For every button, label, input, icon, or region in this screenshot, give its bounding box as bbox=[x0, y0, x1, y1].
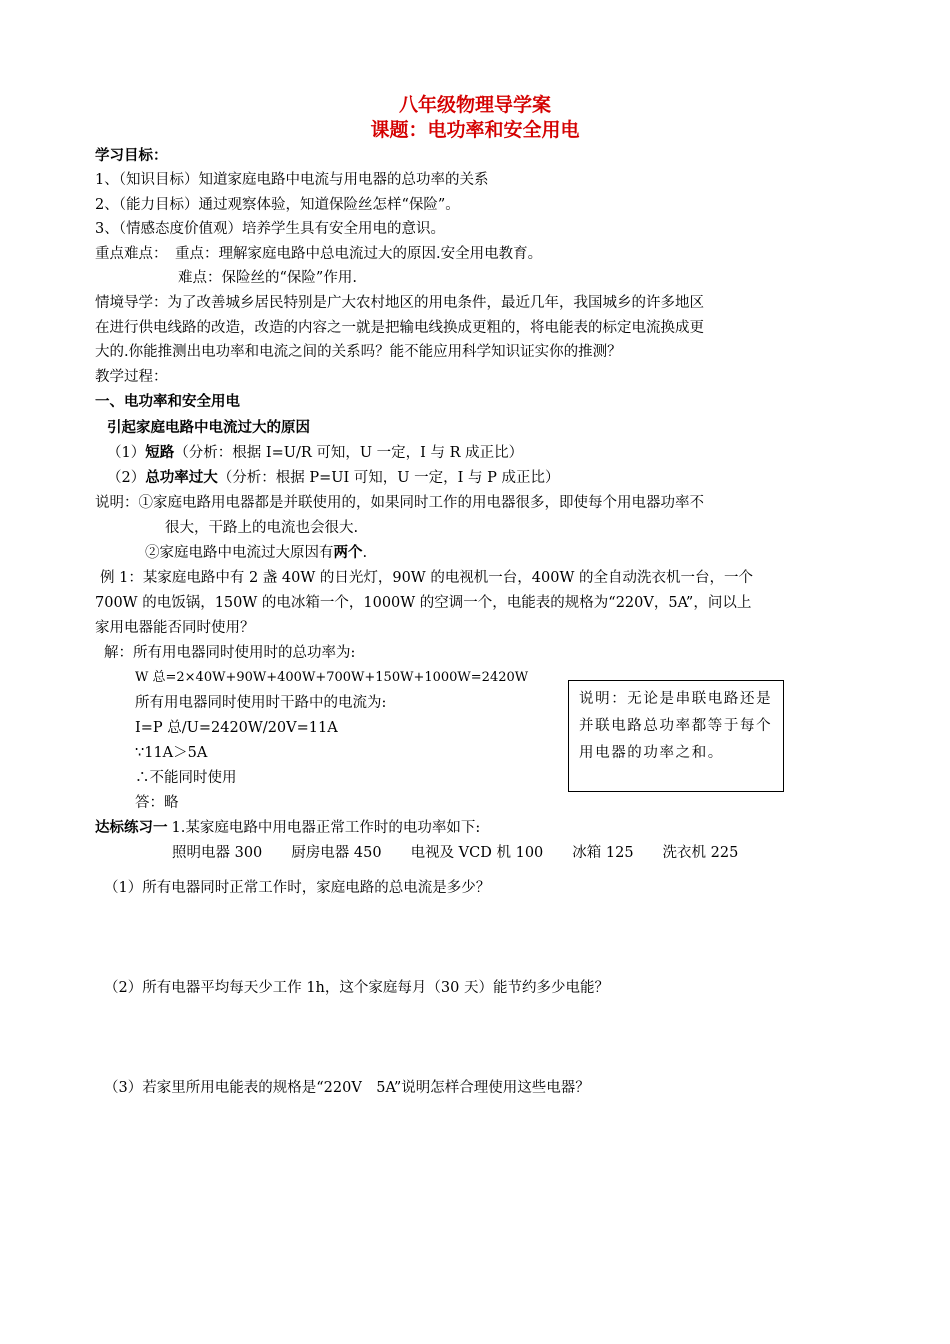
objective-item: 3、（情感态度价值观）培养学生具有安全用电的意识。 bbox=[95, 221, 445, 237]
practice-label: 达标练习一 bbox=[95, 820, 168, 836]
difficulty-point: 难点：保险丝的“保险”作用. bbox=[178, 270, 357, 286]
cause-number: （2） bbox=[107, 470, 146, 486]
scenario-text: 在进行供电线路的改造，改造的内容之一就是把输电线换成更粗的，将电能表的标定电流换成更 bbox=[95, 320, 704, 336]
section-subheading: 引起家庭电路中电流过大的原因 bbox=[107, 420, 310, 436]
solution-line: 所有用电器同时使用时干路中的电流为: bbox=[135, 695, 387, 711]
process-label: 教学过程： bbox=[95, 369, 168, 385]
section-heading: 一、电功率和安全用电 bbox=[95, 394, 240, 410]
cause-item-overload bbox=[107, 468, 559, 488]
solution-formula: W 总=2×40W+90W+400W+700W+150W+1000W=2420W bbox=[135, 670, 529, 685]
practice-question: （1）所有电器同时正常工作时，家庭电路的总电流是多少？ bbox=[104, 880, 491, 896]
scenario-text: 情境导学：为了改善城乡居民特别是广大农村地区的用电条件，最近几年，我国城乡的许多地区 bbox=[95, 295, 704, 311]
explanation-emphasis: 两个 bbox=[333, 545, 363, 561]
key-points-label: 重点难点： bbox=[95, 246, 168, 262]
practice-intro: 1.某家庭电路中用电器正常工作时的电功率如下: bbox=[171, 820, 481, 836]
explanation-text bbox=[145, 543, 367, 563]
key-point: 重点：理解家庭电路中总电流过大的原因.安全用电教育。 bbox=[175, 246, 543, 262]
explanation-text: 说明：①家庭电路用电器都是并联使用的，如果同时工作的用电器很多，即使每个用电器功率不 bbox=[95, 495, 704, 511]
cause-analysis: （分析：根据 P=UI 可知，U 一定，I 与 P 成正比） bbox=[217, 470, 560, 486]
example-text: 700W 的电饭锅，150W 的电冰箱一个，1000W 的空调一个，电能表的规格为“220V，5A”，问以上 bbox=[95, 595, 752, 611]
page-title: 八年级物理导学案 bbox=[398, 94, 551, 116]
practice-intro-line bbox=[95, 818, 480, 838]
solution-formula: I=P 总/U=2420W/20V=11A bbox=[135, 720, 338, 736]
example-text: 家用电器能否同时使用？ bbox=[95, 620, 255, 636]
solution-line: ∵11A＞5A bbox=[135, 745, 208, 761]
practice-question: （3）若家里所用电能表的规格是“220V 5A”说明怎样合理使用这些电器？ bbox=[104, 1080, 590, 1096]
objective-item: 1、（知识目标）知道家庭电路中电流与用电器的总功率的关系 bbox=[95, 172, 489, 188]
solution-line: 解：所有用电器同时使用时的总功率为: bbox=[104, 645, 356, 661]
solution-answer: 答：略 bbox=[135, 795, 179, 811]
cause-keyword: 总功率过大 bbox=[145, 470, 218, 486]
objective-item: 2、（能力目标）通过观察体验，知道保险丝怎样“保险”。 bbox=[95, 197, 460, 213]
note-box: 说明：无论是串联电路还是并联电路总功率都等于每个用电器的功率之和。 bbox=[568, 680, 784, 792]
explanation-text: 很大，干路上的电流也会很大. bbox=[165, 520, 359, 536]
explanation-suffix: . bbox=[362, 545, 368, 561]
cause-analysis: （分析：根据 I=U/R 可知，U 一定，I 与 R 成正比） bbox=[174, 445, 524, 461]
appliance-power-list: 照明电器 300 厨房电器 450 电视及 VCD 机 100 冰箱 125 洗衣机 225 bbox=[172, 845, 739, 861]
practice-question: （2）所有电器平均每天少工作 1h，这个家庭每月（30 天）能节约多少电能？ bbox=[104, 980, 609, 996]
example-text: 例 1：某家庭电路中有 2 盏 40W 的日光灯，90W 的电视机一台，400W 的全自动洗衣机一台，一个 bbox=[100, 570, 753, 586]
lesson-topic: 课题：电功率和安全用电 bbox=[370, 119, 580, 141]
cause-item-short-circuit bbox=[107, 443, 523, 463]
objectives-heading: 学习目标： bbox=[95, 148, 168, 164]
solution-line: ∴不能同时使用 bbox=[135, 770, 237, 786]
cause-keyword: 短路 bbox=[145, 445, 175, 461]
scenario-text: 大的.你能推测出电功率和电流之间的关系吗？能不能应用科学知识证实你的推测？ bbox=[95, 344, 622, 360]
explanation-prefix: ②家庭电路中电流过大原因有 bbox=[145, 545, 334, 561]
cause-number: （1） bbox=[107, 445, 146, 461]
